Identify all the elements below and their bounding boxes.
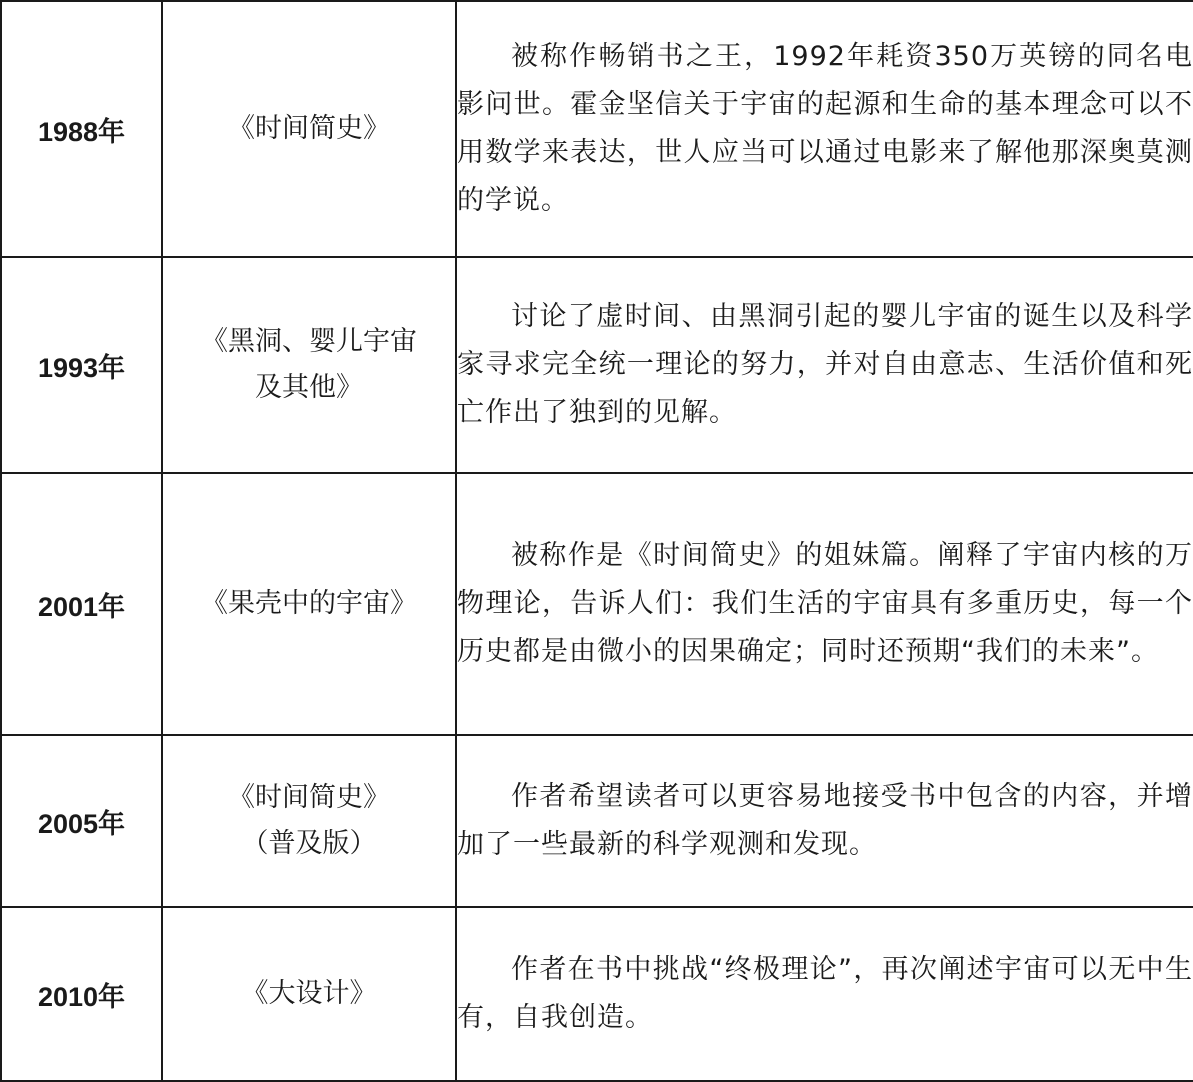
title-line: 《果壳中的宇宙》	[201, 588, 417, 619]
description-text: 被称作畅销书之王，1992年耗资350万英镑的同名电影问世。霍金坚信关于宇宙的起源和生命的基本理念可以不用数学来表达，世人应当可以通过电影来了解他那深奥莫测的学说。	[457, 41, 1193, 216]
year-cell: 2001年	[1, 473, 162, 735]
year-cell: 2010年	[1, 907, 162, 1081]
description-text: 作者希望读者可以更容易地接受书中包含的内容，并增加了一些最新的科学观测和发现。	[457, 781, 1193, 860]
table-row	[1, 907, 1193, 1081]
table-row	[1, 257, 1193, 473]
title-line: 《时间简史》	[228, 113, 390, 144]
year-cell: 1988年	[1, 1, 162, 257]
description-cell	[456, 735, 1193, 907]
description-cell	[456, 907, 1193, 1081]
title-cell	[162, 735, 456, 907]
description-text: 讨论了虚时间、由黑洞引起的婴儿宇宙的诞生以及科学家寻求完全统一理论的努力，并对自由意志、生活价值和死亡作出了独到的见解。	[457, 301, 1193, 428]
table-row	[1, 473, 1193, 735]
description-cell	[456, 257, 1193, 473]
year-cell: 1993年	[1, 257, 162, 473]
table-row	[1, 735, 1193, 907]
title-cell	[162, 1, 456, 257]
title-line: 《大设计》	[241, 978, 377, 1009]
description-cell	[456, 1, 1193, 257]
table-row	[1, 1, 1193, 257]
year-cell: 2005年	[1, 735, 162, 907]
title-cell	[162, 907, 456, 1081]
description-cell	[456, 473, 1193, 735]
title-line: （普及版）	[241, 828, 377, 859]
description-text: 作者在书中挑战“终极理论”，再次阐述宇宙可以无中生有，自我创造。	[457, 954, 1193, 1033]
title-cell	[162, 473, 456, 735]
description-text: 被称作是《时间简史》的姐妹篇。阐释了宇宙内核的万物理论，告诉人们：我们生活的宇宙具有多重历史，每一个历史都是由微小的因果确定；同时还预期“我们的未来”。	[457, 540, 1193, 667]
title-line: 《时间简史》	[228, 782, 390, 813]
title-line: 《黑洞、婴儿宇宙	[201, 326, 417, 357]
title-cell	[162, 257, 456, 473]
title-line: 及其他》	[255, 372, 363, 403]
